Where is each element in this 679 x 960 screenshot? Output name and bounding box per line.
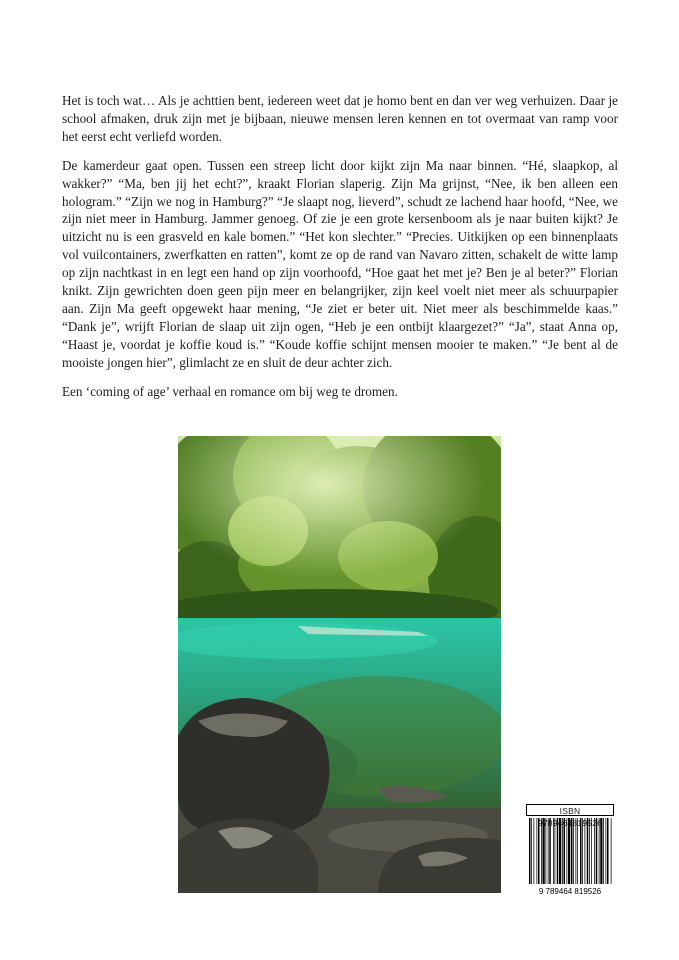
barcode-bar — [599, 818, 600, 884]
barcode-bar — [548, 818, 549, 884]
barcode-bar — [557, 818, 559, 884]
barcode-bar — [596, 818, 598, 884]
barcode-digits: 9 789464 819526 — [538, 887, 602, 896]
barcode-bar — [559, 818, 561, 884]
barcode-bar — [580, 818, 582, 884]
barcode-bar — [562, 818, 563, 884]
barcode-bar — [531, 818, 532, 884]
barcode-bar — [594, 818, 595, 884]
blurb-paragraph-2: De kamerdeur gaat open. Tussen een streep licht door kijkt zijn Ma naar binnen. “Hé, slaapkop, al wakker?” “Ma, ben jij het echt?”, kraakt Florian slaperig. Zijn Ma grijnst, “Nee, ik ben alleen een hologram.” “Zijn we nog in Hamburg?” “Je slaapt nog, lieverd”, schudt ze lachend haar hoofd, “Nee, we zijn niet meer in Hamburg. Jammer genoeg. Of zie je een grote kersenboom als je naar buiten kijkt? Je uitzicht nu is een grasveld en kale bomen.” “Het kon slechter.” “Precies. Uitkijken op een binnenplaats vol vuilcontainers, zwerfkatten en ratten”, komt ze op de rand van Navaro zitten, schakelt de witte lamp op zijn nachtkast in en legt een hand op zijn voorhoofd, “Hoe gaat het met je? Ben je al beter?” Florian knikt. Zijn gewrichten doen geen pijn meer en belangrijker, zijn keel voelt niet meer als schuurpapier aan. Zijn Ma geeft opgewekt haar mening, “Je ziet er beter uit. Niet meer als beschimmelde kaas.” “Dank je”, wrijft Florian de slaap uit zijn ogen, “Heb je een ontbijt klaargezet?” “Ja”, staat Anna op, “Haast je, voordat je koffie koud is.” “Koude koffie schijnt mensen mooier te maken.” “Je bent al de mooiste jongen hier”, glimlacht ze en sluit de deur achter zich. — [62, 157, 618, 370]
blurb-paragraph-1: Het is toch wat… Als je achttien bent, iedereen weet dat je homo bent en dan ver weg verhuizen. Daar je school afmaken, druk zijn met je bijbaan, nieuwe mensen leren kennen en tot overmaat van ramp voor het eerst echt verliefd worden. — [62, 93, 618, 144]
barcode-bar — [541, 818, 542, 884]
barcode-bar — [549, 818, 551, 884]
barcode-bar — [537, 818, 538, 884]
barcode-bar — [606, 818, 607, 884]
barcode-bar — [600, 818, 602, 884]
barcode-bar — [589, 818, 590, 884]
barcode-bar — [567, 818, 568, 884]
barcode-bar — [564, 818, 566, 884]
barcode-bar — [591, 818, 592, 884]
cover-photo-forest-lake — [178, 436, 501, 893]
barcode-bar — [568, 818, 570, 884]
barcode-bar — [538, 818, 540, 884]
barcode-bar — [576, 818, 577, 884]
isbn-barcode — [526, 804, 614, 896]
barcode-bar — [534, 818, 535, 884]
barcode-bar — [577, 818, 578, 884]
barcode-bar — [587, 818, 589, 884]
barcode-bar — [543, 818, 545, 884]
barcode-bar — [573, 818, 574, 884]
isbn-label: ISBN — [526, 804, 614, 816]
barcode-bar — [607, 818, 609, 884]
barcode-bar — [585, 818, 586, 884]
barcode-bar — [571, 818, 573, 884]
blurb-paragraph-3: Een ‘coming of age’ verhaal en romance om bij weg te dromen. — [62, 383, 398, 399]
barcode-bar — [603, 818, 604, 884]
barcode-bar — [553, 818, 554, 884]
barcode-bar — [611, 818, 612, 884]
barcode-bar — [555, 818, 556, 884]
barcode-bar — [582, 818, 583, 884]
back-cover-blurb — [62, 92, 618, 412]
barcode-bar — [546, 818, 547, 884]
barcode-bars — [526, 818, 614, 896]
barcode-bar — [529, 818, 531, 884]
